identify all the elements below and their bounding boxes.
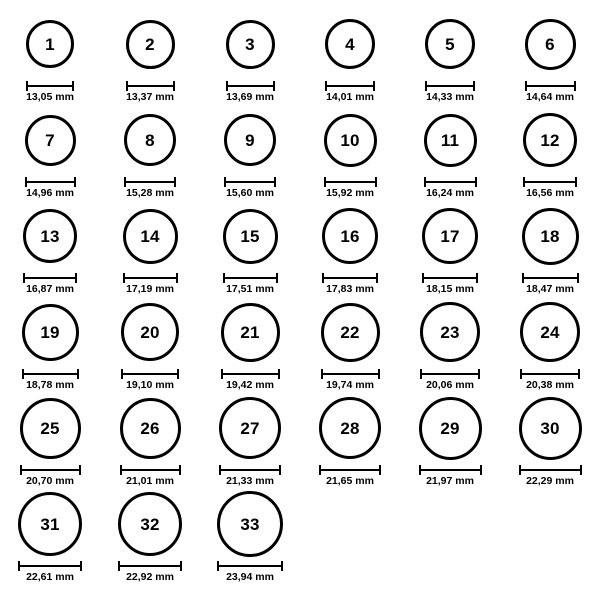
diameter-value: 16,24 mm	[426, 187, 474, 199]
measure-cap-right-icon	[273, 81, 275, 91]
ring-circle-wrap	[425, 8, 475, 80]
ring-circle-icon	[223, 209, 278, 264]
diameter-measure-bar	[217, 561, 283, 570]
ring-circle-wrap	[420, 296, 480, 368]
measure-line	[23, 277, 77, 279]
diameter-measure-bar	[325, 81, 375, 90]
ring-circle-wrap	[26, 8, 74, 80]
ring-circle-wrap	[118, 488, 182, 560]
diameter-value: 18,15 mm	[426, 283, 474, 295]
ring-circle-icon	[18, 492, 82, 556]
diameter-measure-bar	[322, 273, 378, 282]
measure-line	[525, 85, 576, 87]
diameter-measure-bar	[226, 81, 275, 90]
measure-line	[224, 181, 276, 183]
measure-cap-left-icon	[519, 465, 521, 475]
diameter-measure-bar	[522, 273, 579, 282]
ring-size-label: 26	[140, 418, 160, 438]
measure-cap-right-icon	[475, 177, 477, 187]
diameter-measure-bar	[118, 561, 182, 570]
diameter-measure-bar	[319, 465, 381, 474]
measure-cap-left-icon	[20, 465, 22, 475]
diameter-value: 22,61 mm	[26, 571, 74, 583]
diameter-measure-bar	[223, 273, 278, 282]
ring-size-cell	[400, 200, 500, 296]
diameter-measure-bar	[425, 81, 475, 90]
ring-circle-wrap	[123, 200, 178, 272]
measure-cap-left-icon	[226, 81, 228, 91]
measure-line	[221, 373, 280, 375]
diameter-value: 23,94 mm	[226, 571, 274, 583]
ring-size-label: 11	[440, 130, 460, 150]
diameter-value: 19,42 mm	[226, 379, 274, 391]
measure-cap-right-icon	[379, 465, 381, 475]
measure-line	[319, 469, 381, 471]
ring-size-cell	[200, 8, 300, 104]
measure-cap-right-icon	[578, 369, 580, 379]
ring-size-label: 10	[340, 130, 360, 150]
ring-circle-icon	[319, 397, 381, 459]
ring-size-cell	[0, 488, 100, 584]
diameter-measure-bar	[324, 177, 377, 186]
measure-cap-right-icon	[473, 81, 475, 91]
ring-size-label: 3	[245, 34, 255, 54]
ring-circle-wrap	[217, 488, 283, 560]
ring-size-cell	[0, 296, 100, 392]
ring-size-cell	[0, 200, 100, 296]
measure-line	[422, 277, 478, 279]
ring-size-cell	[200, 296, 300, 392]
measure-cap-right-icon	[176, 273, 178, 283]
measure-cap-left-icon	[221, 369, 223, 379]
measure-cap-right-icon	[575, 177, 577, 187]
diameter-value: 14,01 mm	[326, 91, 374, 103]
ring-size-label: 18	[540, 226, 560, 246]
diameter-measure-bar	[519, 465, 582, 474]
measure-cap-left-icon	[325, 81, 327, 91]
ring-size-cell	[100, 392, 200, 488]
diameter-value: 13,05 mm	[26, 91, 74, 103]
ring-circle-wrap	[18, 488, 82, 560]
measure-line	[519, 469, 582, 471]
ring-size-label: 6	[545, 34, 555, 54]
measure-cap-left-icon	[522, 273, 524, 283]
diameter-measure-bar	[22, 369, 79, 378]
measure-cap-right-icon	[373, 81, 375, 91]
measure-line	[520, 373, 580, 375]
measure-line	[18, 565, 82, 567]
ring-circle-wrap	[221, 296, 280, 368]
measure-cap-left-icon	[217, 561, 219, 571]
ring-circle-icon	[324, 114, 377, 167]
measure-cap-right-icon	[276, 273, 278, 283]
measure-line	[321, 373, 380, 375]
diameter-value: 21,65 mm	[326, 475, 374, 487]
diameter-measure-bar	[224, 177, 276, 186]
ring-circle-icon	[121, 303, 179, 361]
ring-circle-wrap	[522, 200, 579, 272]
ring-size-cell	[500, 296, 600, 392]
measure-line	[217, 565, 283, 567]
measure-cap-right-icon	[480, 465, 482, 475]
ring-circle-icon	[520, 302, 580, 362]
ring-size-cell	[500, 104, 600, 200]
ring-size-label: 32	[140, 514, 160, 534]
measure-cap-left-icon	[324, 177, 326, 187]
ring-circle-wrap	[325, 8, 375, 80]
ring-size-cell	[100, 8, 200, 104]
ring-circle-icon	[422, 208, 478, 264]
ring-circle-icon	[525, 19, 576, 70]
ring-size-cell	[500, 392, 600, 488]
measure-cap-left-icon	[422, 273, 424, 283]
ring-circle-wrap	[120, 392, 181, 464]
diameter-value: 14,96 mm	[26, 187, 74, 199]
measure-cap-left-icon	[224, 177, 226, 187]
ring-size-cell	[200, 104, 300, 200]
measure-cap-left-icon	[322, 273, 324, 283]
measure-line	[123, 277, 178, 279]
measure-cap-right-icon	[74, 177, 76, 187]
measure-line	[522, 277, 579, 279]
diameter-measure-bar	[26, 81, 74, 90]
ring-circle-icon	[221, 303, 280, 362]
measure-line	[22, 373, 79, 375]
ring-circle-wrap	[124, 104, 176, 176]
diameter-measure-bar	[419, 465, 482, 474]
measure-line	[419, 469, 482, 471]
ring-size-label: 28	[340, 418, 360, 438]
ring-size-cell	[200, 392, 300, 488]
ring-size-cell	[300, 392, 400, 488]
ring-circle-icon	[217, 491, 283, 557]
diameter-measure-bar	[126, 81, 175, 90]
measure-line	[226, 85, 275, 87]
ring-size-label: 24	[540, 322, 560, 342]
ring-circle-wrap	[22, 296, 79, 368]
ring-size-cell	[500, 200, 600, 296]
measure-cap-left-icon	[124, 177, 126, 187]
ring-circle-icon	[23, 209, 77, 263]
measure-cap-right-icon	[376, 273, 378, 283]
diameter-measure-bar	[520, 369, 580, 378]
ring-circle-icon	[523, 113, 577, 167]
measure-line	[325, 85, 375, 87]
ring-circle-icon	[25, 115, 76, 166]
measure-cap-right-icon	[80, 561, 82, 571]
ring-size-cell	[400, 104, 500, 200]
measure-cap-left-icon	[126, 81, 128, 91]
ring-size-label: 9	[245, 130, 255, 150]
diameter-value: 16,56 mm	[526, 187, 574, 199]
measure-line	[118, 565, 182, 567]
ring-circle-icon	[22, 304, 79, 361]
measure-cap-right-icon	[75, 273, 77, 283]
diameter-measure-bar	[20, 465, 81, 474]
ring-size-cell	[200, 488, 300, 584]
measure-line	[324, 181, 377, 183]
ring-circle-icon	[123, 209, 178, 264]
ring-circle-wrap	[422, 200, 478, 272]
measure-cap-left-icon	[520, 369, 522, 379]
ring-circle-wrap	[424, 104, 477, 176]
diameter-value: 21,97 mm	[426, 475, 474, 487]
measure-cap-right-icon	[375, 177, 377, 187]
diameter-value: 19,10 mm	[126, 379, 174, 391]
measure-line	[219, 469, 281, 471]
diameter-value: 17,19 mm	[126, 283, 174, 295]
ring-size-label: 2	[145, 34, 155, 54]
ring-circle-icon	[325, 19, 375, 69]
diameter-value: 19,74 mm	[326, 379, 374, 391]
diameter-value: 20,06 mm	[426, 379, 474, 391]
measure-cap-left-icon	[321, 369, 323, 379]
measure-cap-left-icon	[121, 369, 123, 379]
measure-cap-left-icon	[123, 273, 125, 283]
ring-size-label: 30	[540, 418, 560, 438]
ring-size-cell	[0, 8, 100, 104]
ring-circle-wrap	[126, 8, 175, 80]
ring-size-label: 29	[440, 418, 460, 438]
ring-size-label: 17	[440, 226, 460, 246]
ring-circle-wrap	[419, 392, 482, 464]
measure-cap-left-icon	[118, 561, 120, 571]
measure-cap-left-icon	[424, 177, 426, 187]
measure-line	[124, 181, 176, 183]
ring-circle-wrap	[322, 200, 378, 272]
ring-circle-wrap	[523, 104, 577, 176]
ring-size-label: 23	[440, 322, 460, 342]
measure-cap-right-icon	[478, 369, 480, 379]
diameter-measure-bar	[23, 273, 77, 282]
measure-cap-right-icon	[79, 465, 81, 475]
measure-cap-left-icon	[523, 177, 525, 187]
ring-circle-icon	[419, 397, 482, 460]
diameter-measure-bar	[424, 177, 477, 186]
ring-size-cell	[300, 296, 400, 392]
ring-size-label: 1	[45, 34, 55, 54]
diameter-measure-bar	[18, 561, 82, 570]
ring-size-label: 4	[345, 34, 355, 54]
ring-size-label: 20	[140, 322, 160, 342]
ring-circle-icon	[424, 114, 477, 167]
measure-line	[126, 85, 175, 87]
diameter-value: 21,01 mm	[126, 475, 174, 487]
ring-size-cell	[200, 200, 300, 296]
ring-circle-wrap	[321, 296, 380, 368]
ring-circle-icon	[519, 397, 582, 460]
measure-cap-left-icon	[419, 465, 421, 475]
ring-size-cell	[0, 392, 100, 488]
ring-size-cell	[300, 8, 400, 104]
ring-circle-icon	[425, 19, 475, 69]
ring-circle-icon	[124, 114, 176, 166]
diameter-value: 13,69 mm	[226, 91, 274, 103]
measure-cap-left-icon	[525, 81, 527, 91]
ring-circle-icon	[224, 114, 276, 166]
ring-circle-wrap	[520, 296, 580, 368]
ring-size-cell	[400, 296, 500, 392]
diameter-value: 20,70 mm	[26, 475, 74, 487]
measure-cap-right-icon	[476, 273, 478, 283]
ring-size-label: 5	[445, 34, 455, 54]
diameter-measure-bar	[120, 465, 181, 474]
diameter-value: 22,29 mm	[526, 475, 574, 487]
measure-cap-left-icon	[26, 81, 28, 91]
ring-circle-wrap	[20, 392, 81, 464]
ring-size-cell	[0, 104, 100, 200]
measure-line	[25, 181, 76, 183]
diameter-value: 17,83 mm	[326, 283, 374, 295]
ring-size-label: 19	[40, 322, 60, 342]
ring-circle-icon	[522, 208, 579, 265]
ring-size-cell	[100, 200, 200, 296]
ring-circle-wrap	[223, 200, 278, 272]
diameter-measure-bar	[525, 81, 576, 90]
ring-circle-wrap	[525, 8, 576, 80]
diameter-value: 21,33 mm	[226, 475, 274, 487]
ring-size-label: 15	[240, 226, 260, 246]
ring-size-label: 8	[145, 130, 155, 150]
ring-circle-icon	[219, 397, 281, 459]
ring-size-label: 14	[140, 226, 160, 246]
ring-size-cell	[400, 8, 500, 104]
measure-cap-left-icon	[18, 561, 20, 571]
diameter-measure-bar	[523, 177, 577, 186]
ring-circle-icon	[120, 398, 181, 459]
measure-line	[425, 85, 475, 87]
measure-cap-right-icon	[279, 465, 281, 475]
measure-cap-left-icon	[425, 81, 427, 91]
diameter-measure-bar	[121, 369, 179, 378]
measure-cap-left-icon	[219, 465, 221, 475]
ring-size-label: 13	[40, 226, 60, 246]
measure-cap-right-icon	[278, 369, 280, 379]
ring-size-label: 33	[240, 514, 260, 534]
ring-size-cell	[100, 296, 200, 392]
diameter-value: 14,64 mm	[526, 91, 574, 103]
measure-line	[26, 85, 74, 87]
ring-circle-wrap	[121, 296, 179, 368]
measure-cap-right-icon	[580, 465, 582, 475]
measure-cap-left-icon	[23, 273, 25, 283]
ring-circle-icon	[321, 303, 380, 362]
measure-line	[20, 469, 81, 471]
measure-cap-right-icon	[281, 561, 283, 571]
measure-cap-left-icon	[223, 273, 225, 283]
measure-cap-right-icon	[174, 177, 176, 187]
diameter-measure-bar	[420, 369, 480, 378]
measure-cap-left-icon	[22, 369, 24, 379]
measure-cap-right-icon	[274, 177, 276, 187]
ring-size-label: 22	[340, 322, 360, 342]
diameter-value: 15,28 mm	[126, 187, 174, 199]
measure-cap-right-icon	[72, 81, 74, 91]
measure-cap-left-icon	[25, 177, 27, 187]
diameter-value: 20,38 mm	[526, 379, 574, 391]
diameter-measure-bar	[422, 273, 478, 282]
ring-size-label: 27	[240, 418, 260, 438]
ring-circle-icon	[420, 302, 480, 362]
measure-line	[322, 277, 378, 279]
ring-size-label: 12	[540, 130, 560, 150]
ring-size-cell	[100, 104, 200, 200]
measure-line	[120, 469, 181, 471]
ring-circle-wrap	[25, 104, 76, 176]
ring-circle-wrap	[226, 8, 275, 80]
ring-circle-icon	[20, 398, 81, 459]
measure-cap-right-icon	[378, 369, 380, 379]
ring-circle-icon	[126, 20, 175, 69]
diameter-value: 15,92 mm	[326, 187, 374, 199]
ring-circle-icon	[26, 20, 74, 68]
measure-line	[121, 373, 179, 375]
diameter-measure-bar	[219, 465, 281, 474]
diameter-value: 15,60 mm	[226, 187, 274, 199]
measure-cap-right-icon	[177, 369, 179, 379]
measure-cap-right-icon	[173, 81, 175, 91]
measure-line	[523, 181, 577, 183]
ring-size-cell	[300, 104, 400, 200]
diameter-value: 18,78 mm	[26, 379, 74, 391]
ring-circle-wrap	[319, 392, 381, 464]
ring-size-label: 25	[40, 418, 60, 438]
ring-size-label: 16	[340, 226, 360, 246]
measure-cap-right-icon	[77, 369, 79, 379]
diameter-measure-bar	[123, 273, 178, 282]
diameter-value: 14,33 mm	[426, 91, 474, 103]
measure-line	[223, 277, 278, 279]
measure-cap-right-icon	[179, 465, 181, 475]
diameter-measure-bar	[25, 177, 76, 186]
measure-cap-left-icon	[120, 465, 122, 475]
measure-line	[420, 373, 480, 375]
diameter-value: 22,92 mm	[126, 571, 174, 583]
ring-circle-wrap	[519, 392, 582, 464]
diameter-value: 16,87 mm	[26, 283, 74, 295]
ring-circle-wrap	[23, 200, 77, 272]
measure-cap-left-icon	[319, 465, 321, 475]
measure-cap-left-icon	[420, 369, 422, 379]
measure-cap-right-icon	[574, 81, 576, 91]
diameter-measure-bar	[221, 369, 280, 378]
ring-size-cell	[300, 200, 400, 296]
ring-circle-icon	[226, 20, 275, 69]
ring-circle-icon	[322, 208, 378, 264]
diameter-value: 17,51 mm	[226, 283, 274, 295]
ring-size-label: 21	[240, 322, 260, 342]
measure-cap-right-icon	[180, 561, 182, 571]
ring-circle-wrap	[224, 104, 276, 176]
measure-line	[424, 181, 477, 183]
ring-circle-wrap	[219, 392, 281, 464]
measure-cap-right-icon	[577, 273, 579, 283]
diameter-measure-bar	[321, 369, 380, 378]
diameter-value: 18,47 mm	[526, 283, 574, 295]
diameter-value: 13,37 mm	[126, 91, 174, 103]
diameter-measure-bar	[124, 177, 176, 186]
ring-circle-icon	[118, 492, 182, 556]
ring-circle-wrap	[324, 104, 377, 176]
ring-size-label: 7	[45, 130, 55, 150]
ring-size-cell	[100, 488, 200, 584]
ring-size-cell	[400, 392, 500, 488]
ring-size-label: 31	[40, 514, 60, 534]
ring-size-cell	[500, 8, 600, 104]
